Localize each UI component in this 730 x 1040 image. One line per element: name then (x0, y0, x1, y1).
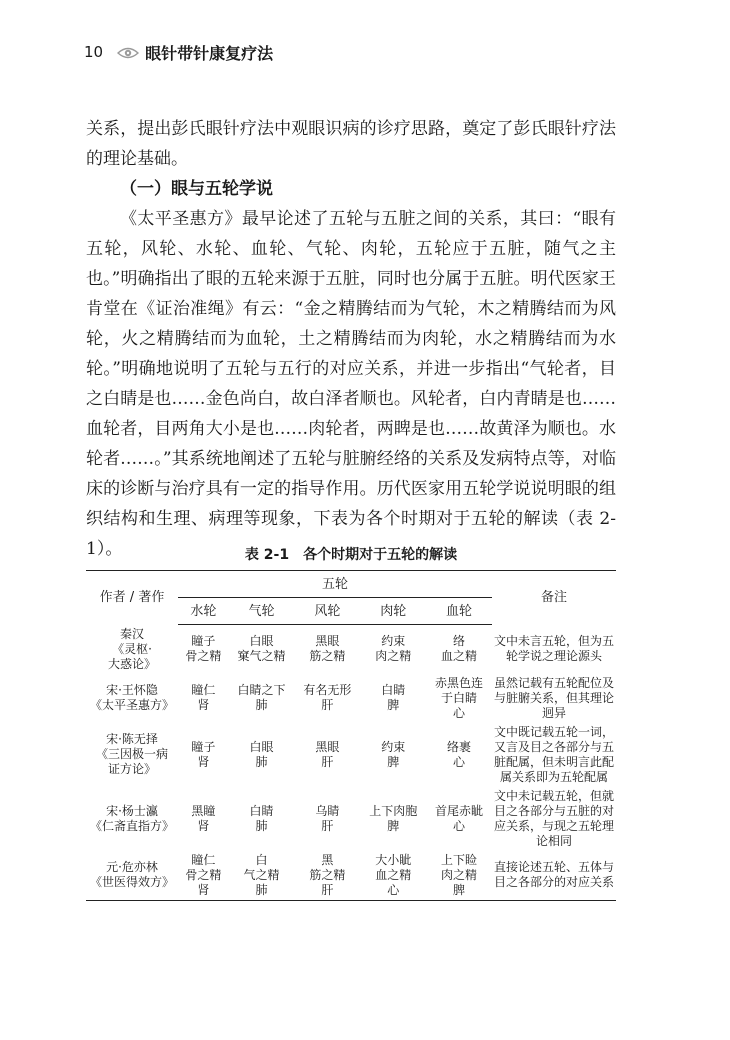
wheel-cell (178, 787, 229, 851)
header-note: 备注 (540, 590, 567, 606)
wheel-cell-line: 骨之精 (185, 867, 222, 882)
wheel-cell-line: 瞳仁 (191, 852, 216, 867)
wheel-cell-line: 白眼 (249, 634, 274, 649)
wheel-cell-line: 脾 (387, 754, 400, 769)
wheel-cell-line: 黑眼 (315, 739, 340, 754)
paragraph-1: 关系，提出彭氏眼针疗法中观眼识病的诊疗思路，奠定了彭氏眼针疗法的理论基础。 (86, 119, 616, 169)
wheel-cell-line: 气之精 (243, 867, 280, 882)
sub-header: 水轮 (178, 598, 229, 625)
note-cell: 文中未言五轮，但为五轮学说之理论源头 (494, 634, 615, 663)
author-line: 《太平圣惠方》 (89, 698, 174, 712)
wheel-cell-line: 于白睛 (441, 690, 478, 705)
wheel-cell (426, 674, 492, 723)
wheel-cell-line: 络裹 (447, 739, 472, 754)
author-cell (86, 787, 178, 851)
wheel-cell-line: 肝 (321, 818, 334, 833)
wheel-cell-line: 脾 (387, 818, 400, 833)
author-line: 证方论》 (107, 762, 156, 776)
note-cell: 文中既记载五轮一词，又言及目之各部分与五脏配属，但未明言此配属关系即为五轮配属 (494, 724, 615, 784)
wheel-cell (294, 625, 360, 674)
wheel-cell-line: 肺 (255, 882, 268, 897)
wheel-cell (178, 723, 229, 787)
note-cell: 文中未记载五轮，但就目之各部分与五脏的对应关系，与现之五轮理论相同 (494, 788, 615, 848)
wheel-cell (426, 851, 492, 901)
author-line: 《三因极一病 (95, 747, 168, 761)
table-body (86, 625, 616, 901)
wheel-cell (229, 674, 295, 723)
section-heading: （一）眼与五轮学说 (120, 179, 273, 199)
header-author: 作者 / 著作 (99, 590, 165, 606)
body-text (86, 114, 616, 564)
wheel-cell (360, 787, 426, 851)
wheel-cell-line: 肉之精 (441, 867, 478, 882)
wheel-cell-line: 窠气之精 (237, 649, 286, 664)
wheel-cell (178, 851, 229, 901)
sub-header: 风轮 (294, 598, 360, 625)
wheel-cell-line: 血之精 (441, 649, 478, 664)
wheel-cell (360, 723, 426, 787)
table-row (86, 674, 616, 723)
wheel-cell (360, 851, 426, 901)
wheel-cell-line: 骨之精 (185, 649, 222, 664)
wheel-cell-line: 肾 (197, 698, 210, 712)
wheel-cell-line: 白睛 (381, 683, 406, 697)
wheel-cell-line: 筋之精 (309, 649, 346, 664)
wheel-cell-line: 脾 (453, 882, 466, 897)
wheel-cell-line: 上下肉胞 (369, 803, 418, 818)
table-row (86, 625, 616, 674)
wheel-cell-line: 有名无形 (303, 683, 352, 697)
page-number: 10 (84, 43, 104, 61)
wheel-cell-line: 瞳子 (191, 739, 216, 754)
book-title: 眼针带针康复疗法 (145, 43, 274, 63)
wheel-cell-line: 脾 (387, 698, 400, 712)
wheel-cell-line: 肝 (321, 698, 334, 712)
author-cell (86, 851, 178, 901)
author-line: 宋·陈无择 (106, 732, 158, 746)
wheel-cell-line: 上下睑 (441, 852, 478, 867)
author-line: 《仁斋直指方》 (89, 818, 174, 833)
wheel-cell-line: 血之精 (375, 867, 412, 882)
wheel-cell-line: 白眼 (249, 739, 274, 754)
wheel-cell (294, 851, 360, 901)
paragraph-2: 《太平圣惠方》最早论述了五轮与五脏之间的关系，其曰：“眼有五轮，风轮、水轮、血轮、气轮、肉轮，五轮应于五脏，随气之主也。”明确指出了眼的五轮来源于五脏，同时也分属于五脏。明代医家王肯堂在《证治准绳》有云：“金之精腾结而为气轮，木之精腾结而为风轮，火之精腾结而为血轮，土之精腾结而为肉轮，水之精腾结而为水轮。”明确地说明了五轮与五行的对应关系，并进一步指出“气轮者，目之白睛是也……金色尚白，故白泽者顺也。风轮者，白内青睛是也……血轮者，目两角大小是也……肉轮者，两睥是也……故黄泽为顺也。水轮者……。”其系统地阐述了五轮与脏腑经络的关系及发病特点等，对临床的诊断与治疗具有一定的指导作用。历代医家用五轮学说说明眼的组织结构和生理、病理等现象，下表为各个时期对于五轮的解读（表 2-1）。 (86, 209, 616, 559)
wheel-cell-line: 肾 (197, 882, 210, 897)
wheel-cell-line: 大小眦 (375, 852, 412, 867)
wheel-cell (229, 625, 295, 674)
wheel-cell-line: 白 (255, 852, 268, 867)
wheel-cell-line: 心 (387, 882, 400, 897)
wheel-cell (294, 787, 360, 851)
sub-header: 肉轮 (360, 598, 426, 625)
eye-icon (117, 45, 139, 59)
wheel-cell-line: 肝 (321, 754, 334, 769)
author-line: 《灵枢· (112, 641, 152, 656)
wheel-cell-line: 乌睛 (315, 803, 340, 818)
table-caption: 表 2-1 各个时期对于五轮的解读 (244, 547, 458, 563)
note-cell: 虽然记载有五轮配位及与脏腑关系，但其理论迥异 (494, 675, 615, 720)
wheel-cell-line: 白睛之下 (237, 683, 286, 697)
wheel-cell (426, 625, 492, 674)
wheel-cell (360, 674, 426, 723)
wheel-cell-line: 肝 (321, 882, 334, 897)
wheel-cell-line: 肺 (255, 698, 268, 712)
wheel-cell (426, 787, 492, 851)
wheel-cell (178, 674, 229, 723)
wheel-cell-line: 瞳子 (191, 634, 216, 649)
wheel-cell (294, 723, 360, 787)
author-cell (86, 625, 178, 674)
wheel-cell-line: 赤黑色连 (435, 675, 484, 690)
page-header (84, 40, 273, 64)
wheel-cell-line: 白睛 (249, 803, 274, 818)
author-line: 大惑论》 (107, 656, 156, 671)
wheel-cell-line: 肺 (255, 818, 268, 833)
wheel-cell (178, 625, 229, 674)
header-wulun: 五轮 (178, 571, 492, 598)
author-line: 元·危亦林 (106, 860, 158, 874)
wheel-cell-line: 肾 (197, 818, 210, 833)
table-row (86, 787, 616, 851)
table-row (86, 851, 616, 901)
table-row (86, 723, 616, 787)
wheel-cell (360, 625, 426, 674)
wheel-cell-line: 筋之精 (309, 867, 346, 882)
wheel-cell (229, 723, 295, 787)
wheel-cell (426, 723, 492, 787)
author-cell (86, 674, 178, 723)
wheel-cell (229, 787, 295, 851)
wheel-cell-line: 约束 (381, 634, 406, 649)
author-line: 宋·杨士瀛 (106, 803, 158, 818)
wheel-cell-line: 肾 (197, 754, 210, 769)
wheel-cell (294, 674, 360, 723)
wheel-cell-line: 瞳仁 (191, 683, 216, 697)
wheel-cell-line: 黑瞳 (191, 803, 216, 818)
note-cell: 直接论述五轮、五体与目之各部分的对应关系 (494, 860, 615, 889)
wheel-cell-line: 首尾赤眦 (435, 803, 484, 818)
wheel-cell-line: 心 (453, 754, 466, 769)
author-cell (86, 723, 178, 787)
wheel-cell-line: 肺 (255, 754, 268, 769)
wheel-cell-line: 黑眼 (315, 634, 340, 649)
five-wheels-table (86, 570, 616, 901)
author-line: 《世医得效方》 (89, 875, 174, 889)
author-line: 宋·王怀隐 (106, 683, 158, 697)
sub-header: 气轮 (229, 598, 295, 625)
wheel-cell-line: 心 (453, 705, 466, 720)
wheel-cell-line: 肉之精 (375, 649, 412, 664)
wheel-cell-line: 络 (453, 634, 466, 649)
wheel-cell-line: 黑 (321, 852, 334, 867)
wheel-cell-line: 约束 (381, 739, 406, 754)
author-line: 秦汉 (119, 626, 144, 641)
sub-header: 血轮 (426, 598, 492, 625)
wheel-cell (229, 851, 295, 901)
wheel-cell-line: 心 (453, 818, 466, 833)
